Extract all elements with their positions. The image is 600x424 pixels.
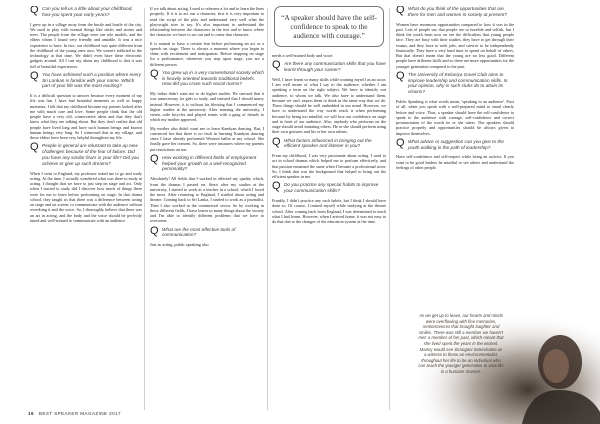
q-letter: Q (150, 224, 159, 237)
question: Q People in general are reluctant to take up new challenges because of the fear of failure. Did you have any similar fears in your life? Did you achieve or give up such dreams? (30, 141, 139, 166)
q-letter: Q (272, 135, 281, 148)
question: Q How working in different fields of employment helped your growth as a well-recognized personality? (150, 152, 257, 172)
q-letter: Q (30, 6, 39, 16)
question: Q What advice or suggestion can you give to the youth walking in the path of leadership? (396, 136, 504, 150)
q-letter: Q (30, 141, 39, 154)
question: Q What are the most effective tools of communication? (150, 224, 236, 238)
answer-paragraph: Frankly, I didn't practice any such habits, but I think I should have done so. Of course, I trained myself while studying at the theatre school. After coming back from England, I was determined to teach what I had learnt. However, when I arrived home, it was not easy to do that due to the changes of the education system at the time. (272, 198, 386, 225)
q-letter: Q (272, 59, 281, 72)
q-letter: Q (396, 6, 405, 16)
question: Q Are there any communication skills that you have learnt through your career? (272, 59, 386, 73)
answer-paragraph: I grew up in a village away from the hustle and bustle of the city. We used to play with normal things like sticks and stones and trees. The people from the village were our role models, and the elders whom I found very friendly and amiable. It was a nice experience to have. In fact, our childhood was quite different from the childhood of the young ones now. We weren't addicted to the technology at that time. We didn't even have these electronic gadgets around. All I can say about my childhood is that it was full of beautiful experiences. (30, 21, 142, 69)
answer-paragraph: When I went to England, my professor asked me to go and study acting. At the time, I actually wondered what was there to study in acting. I thought that we have to just step on stage and act. Only when I started to study did I discover how much of things there were for me to learn before performing on stage. In that drama school, they taught us that there was a difference between acting on stage and on screen: to communicate with the audience without overdoing it and the voice. So, I thoroughly believe that there was an art in acting, and the body and the voice should be perfectly tuned and well-trained to communicate with an audience. (30, 170, 142, 223)
answer-paragraph: needs a well-trained body and voice. (272, 53, 334, 58)
question: Q Do you practice any special habits to improve your communication skills? (272, 180, 379, 194)
photo-caption: As we get up to leave, our hearts and minds were overflowing with fine memories, reminiscences that brought laughter and smiles. There was still a member we haven't met: a member of her past, which meant that she lived spent the years in the wicked. Manny would see Sirangani Seneviratne as a witness to those an environmentalist, throughout her life to be an individual who can teach the younger generation to view life in a humane manner. (418, 313, 504, 374)
q-letter: Q (272, 180, 281, 193)
answer-paragraph: It is a difficult question to answer because every moment of my life was fun. I have had beautiful moments as well as happy moments. I felt that my childhood because my parents looked after me with much care and love. Some people think that the old people have a very old, conservative ideas and that they don't know what they are talking about. But they don't realize that old people have lived long and have such human beings and known human beings very long. So I witnessed that in my village, and those elders have been very helpful throughout my life. (30, 93, 142, 141)
question: Q What do you think of the opportunities that are there for men and women in society at present? (396, 6, 508, 17)
q-letter: Q (396, 69, 405, 82)
pull-quote: “A speaker should have the self-confidence to speak to the audience with courage.” (274, 6, 384, 47)
magazine-name: BEST SPEAKER MAGAZINE 2017 (38, 411, 121, 416)
answer-paragraph: It is natural to have a certain fear before performing an act or a speech on stage. There is always a moment where you begin to shine with excitement and anticipation. Before stepping on stage for a performance, whenever you step upon stage, you are a different person. (150, 40, 264, 67)
answer-paragraph: My father didn't want me to do higher studies. He stressed that it was unnecessary for girls to study, and insisted that I should marry instead. However, it is without his blessing that I commenced my higher studies at the university. After entering the university, I swam, rode bicycles and played tennis with a gang of friends to which my mother approved. (150, 91, 264, 123)
q-letter: Q (150, 152, 159, 165)
question: Q The University of Kelaniya Gavel Club aims to improve leadership and communication skills. In your opinion, why is such clubs do to attain its visions? (396, 69, 508, 95)
answer-paragraph: Women have enormous opportunities compared to how it was in the past. Lots of people say that people are so horrible and selfish, but I think the youth from now on see the difficulties that young people face. They are busy with their studies, they have to get through their exams, and they have to seek jobs, and survive to be independently financially. They have a very hard time to spend on behalf of others. But that doesn't mean that the young are no less good. Different people have different skills and so there are more opportunities for the younger generation compared to the past. (396, 21, 514, 69)
answer-paragraph: Public Speaking is what words mean, 'speaking to an audience'. First of all, when you speak with a well-prepared mind to stand clearly before and voice. Thus, a speaker should have the self-confidence to speak to the audience with courage, self-confidence and correct pronunciation of the words he or she utters. The speakers should practice properly and opportunities should be always given to improve themselves. (396, 99, 514, 136)
answer-paragraph: Well, I have learnt so many skills while training myself as an actor. I am well aware of what I say to the audience, whether I am speaking a term on the right subject. We have to identify our audience, to whom we talk. We also have to understand them, because we can't expect them to think in the same way that we do. These things should be well embedded in our mind. However, we have to understand the way words reach it when performing because by being too mindful, we will lose our confidence on stage and in front of our audience. Also, anybody who performs on the stage should avoid imitating others. He or she should perform using their own gestures and his or her own talents. (272, 76, 386, 135)
answer-paragraph: If we talk about acting, I used to rehearse a lot and to learn the lines properly. If it is to act out a character, first it is very important to read the script of the play and understand very well what the playwright tries to say. It's also important to understand the relationship between the characters in the text and to know where the character we have to act out and to come that character. (150, 6, 264, 38)
q-letter: Q (396, 136, 405, 149)
q-letter: Q (30, 69, 39, 82)
question: Q You have achieved such a position where every Sri Lankan is familiar with your name. Which part of your life was the most exciting? (30, 69, 142, 89)
answer-paragraph: My mother also didn't want me to learn Kandyan dancing. But, I convinced her that there is no fault in learning Kandyan dancing since I have already performed Western ballet at my school. She finally gave her consent. So, there were instances where my parents put restrictions on me. (150, 125, 264, 152)
answer-paragraph: Have self-confidence and self-respect while being an activist. If you want to be good leaders be mindful to see others and understand the feelings of other people. (396, 154, 514, 170)
answer-paragraph: Absolutely! All fields that I worked in affected my quality which, from the dramas I passed on. Since after my studies at the university, I started to work as a teacher in a school, which I loved the most. After returning to England, I studied about acting and theatre. Coming back to Sri Lanka, I started to work as a journalist. Then I also worked in the commercial sector. So by working in these different fields, I have learnt so many things about the society and I'm able to identify different problems that we have to overcome. (150, 176, 264, 224)
article-column-3 (272, 6, 386, 414)
article-column-2 (150, 6, 264, 414)
article-column-1 (30, 6, 142, 404)
q-letter: Q (150, 67, 159, 80)
page-footer (28, 411, 121, 416)
page-number: 16 (28, 411, 34, 416)
question: Q What factors influenced in bringing out the efficient speaker and listener in you? (272, 135, 372, 149)
question: Q You grew up in a very conventional society which is heavily oriented towards traditional beliefs. How did you crave such social norms? (150, 67, 264, 87)
question: Q Can you tell us a little about your childhood, how you spent your early years? (30, 6, 133, 17)
column-divider (389, 8, 390, 410)
column-divider (144, 8, 145, 410)
answer-paragraph: Just as acting, public speaking also (150, 242, 209, 248)
column-divider (267, 8, 268, 410)
answer-paragraph: From my childhood, I was very passionate about acting. I used to act in school dramas which helped me to perform effectively, and that passion remained the same when I became a professional actor. So, I think that was the background that helped to bring out the efficient speaker in me. (272, 153, 386, 180)
